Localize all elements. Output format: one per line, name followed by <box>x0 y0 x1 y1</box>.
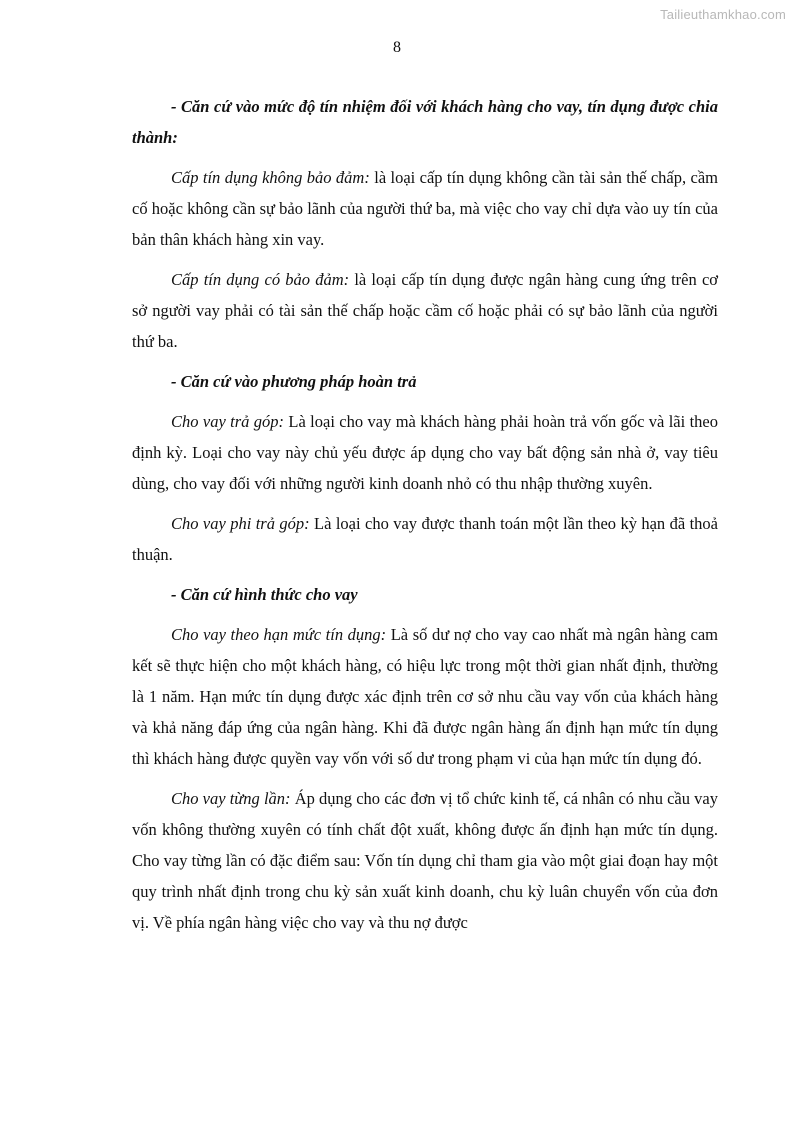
term-single-loan: Cho vay từng lần: <box>171 789 291 808</box>
paragraph-text: là loại cấp tín dụng không cần tài sản thế chấp, cầm cố hoặc không cần sự bảo lãnh của người thứ ba, mà việc cho vay chỉ dựa vào uy tín của bản thân khách hàng xin vay. <box>132 168 718 249</box>
paragraph-text: Là loại cho vay được thanh toán một lần theo kỳ hạn đã thoả thuận. <box>132 514 718 564</box>
paragraph-text: Áp dụng cho các đơn vị tổ chức kinh tế, cá nhân có nhu cầu vay vốn không thường xuyên có tính chất đột xuất, không được ấn định hạn mức tín dụng. Cho vay từng lần có đặc điểm sau: Vốn tín dụng chỉ tham gia vào một giai đoạn hay một quy trình nhất định trong chu kỳ sản xuất kinh doanh, chu kỳ luân chuyển vốn của đơn vị. Về phía ngân hàng việc cho vay và thu nợ được <box>132 789 718 932</box>
paragraph-single-loan <box>132 783 718 938</box>
paragraph-text: Là số dư nợ cho vay cao nhất mà ngân hàng cam kết sẽ thực hiện cho một khách hàng, có hiệu lực trong một thời gian nhất định, thường là 1 năm. Hạn mức tín dụng được xác định trên cơ sở nhu cầu vay vốn của khách hàng và khả năng đáp ứng của ngân hàng. Khi đã được ngân hàng ấn định hạn mức tín dụng thì khách hàng được quyền vay vốn với số dư trong phạm vi của hạn mức tín dụng đó. <box>132 625 719 768</box>
paragraph-unsecured-credit <box>132 162 718 255</box>
document-body <box>132 91 718 947</box>
section-heading-repayment-method: - Căn cứ vào phương pháp hoàn trả <box>171 372 417 391</box>
paragraph-text: là loại cấp tín dụng được ngân hàng cung ứng trên cơ sở người vay phải có tài sản thế chấp hoặc cầm cố hoặc phải có sự bảo lãnh của người thứ ba. <box>132 270 718 351</box>
page-number: 8 <box>393 39 401 56</box>
paragraph-secured-credit <box>132 264 718 357</box>
paragraph-text: Là loại cho vay mà khách hàng phải hoàn trả vốn gốc và lãi theo định kỳ. Loại cho vay này chủ yếu được áp dụng cho vay bất động sản nhà ở, vay tiêu dùng, cho vay đối với những người kinh doanh nhỏ có thu nhập thường xuyên. <box>132 412 718 493</box>
paragraph-non-installment-loan <box>132 508 718 570</box>
term-credit-line-loan: Cho vay theo hạn mức tín dụng: <box>171 625 387 644</box>
section-heading-trust-level: - Căn cứ vào mức độ tín nhiệm đối với khách hàng cho vay, tín dụng được chia thành: <box>132 97 718 147</box>
watermark: Tailieuthamkhao.com <box>660 7 786 22</box>
term-unsecured-credit: Cấp tín dụng không bảo đảm: <box>171 168 370 187</box>
paragraph-credit-line-loan <box>132 619 718 774</box>
section-heading-loan-form: - Căn cứ hình thức cho vay <box>171 585 358 604</box>
term-secured-credit: Cấp tín dụng có bảo đảm: <box>171 270 350 289</box>
term-installment-loan: Cho vay trả góp: <box>171 412 285 431</box>
paragraph-installment-loan <box>132 406 718 499</box>
term-non-installment-loan: Cho vay phi trả góp: <box>171 514 310 533</box>
